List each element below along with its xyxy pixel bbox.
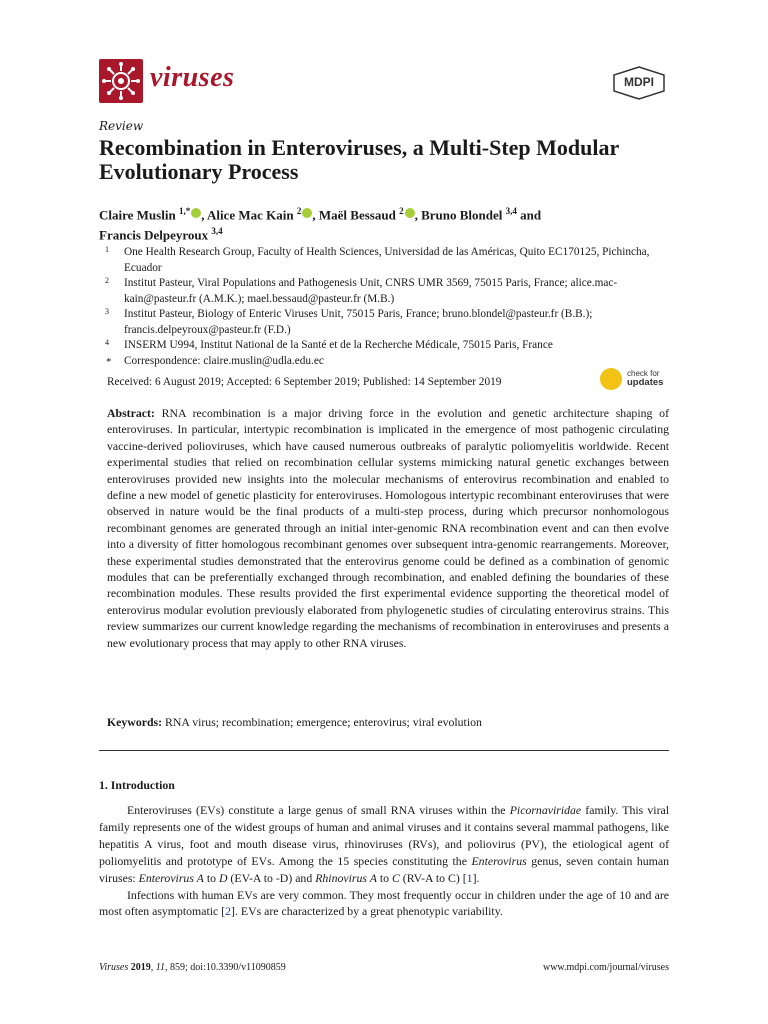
section-heading: 1. Introduction [99,778,175,792]
citation-footer: Viruses 2019, 11, 859; doi:10.3390/v11090859 [99,962,286,973]
reference-link[interactable]: 1 [466,870,473,885]
abstract [107,405,669,651]
journal-logo-icon [99,59,143,103]
body-text [99,802,669,920]
orcid-icon[interactable] [191,208,201,218]
orcid-icon[interactable] [302,208,312,218]
author-name[interactable]: Maël Bessaud [318,207,396,223]
publisher-name: MDPI [624,75,654,89]
author-name[interactable]: Francis Delpeyroux [99,227,209,243]
journal-url[interactable]: www.mdpi.com/journal/viruses [542,962,669,973]
article-title: Recombination in Enteroviruses, a Multi-Step Modular Evolutionary Process [99,135,619,184]
keywords [107,715,669,730]
abstract-label: Abstract: [107,406,155,420]
check-for-updates-button[interactable]: check for updates [600,368,672,392]
publication-dates: Received: 6 August 2019; Accepted: 6 September 2019; Published: 14 September 2019 [107,376,502,388]
reference-link[interactable]: 2 [225,904,232,919]
paragraph: Enteroviruses (EVs) constitute a large genus of small RNA viruses within the Picornaviridae family. This viral family represents one of the widest groups of human and animal viruses and it contains several mammal pathogens, like hepatitis A virus, foot and mouth disease virus, rhinoviruses (RVs), and poliovirus (PV), the etiological agent of poliomyelitis and prototype of EVs. Among the 15 species constituting the Enterovirus genus, seven contain human viruses: Enterovirus A to D (EV-A to -D) and Rhinovirus A to C (RV-A to C) [1]. [99,803,670,885]
orcid-icon[interactable] [405,208,415,218]
paragraph: Infections with human EVs are very common. They most frequently occur in children under the age of 10 and are most often asymptomatic [2]. EVs are characterized by a great phenotypic variability. [99,887,669,919]
journal-name: viruses [150,62,235,93]
keywords-label: Keywords: [107,715,163,729]
author-name[interactable]: Claire Muslin [99,207,176,223]
author-name[interactable]: Bruno Blondel [421,207,503,223]
check-updates-icon [600,368,622,390]
keywords-text: RNA virus; recombination; emergence; enterovirus; viral evolution [165,715,482,729]
article-type: Review [99,119,144,133]
author-name[interactable]: Alice Mac Kain [206,207,294,223]
abstract-text: RNA recombination is a major driving force in the evolution and genetic architecture shaping of enteroviruses. In particular, intertypic recombination is implicated in the emergence of most pathogenic circulating vaccine-derived polioviruses, which have caused numerous outbreaks of paralytic poliomyelitis worldwide. Recent experimental studies that relied on recombination cellular systems mimicking natural genetic exchanges between enteroviruses provided new insights into the molecular mechanisms of enterovirus recombination and enabled to define a new model of genetic plasticity for enteroviruses. Homologous intertypic recombinant enteroviruses that were observed in nature would be the final products of a multi-step process, during which precursor nonhomologous recombinant genomes are generated through an initial inter-genomic RNA recombination event and can then evolve into a diversity of fitter homologous recombinant genomes over subsequent intra-genomic rearrangements. Moreover, these experimental studies demonstrated that the enterovirus genome could be defined as a combination of genomic modules that can be preferentially exchanged through recombination, and enabled defining the boundaries of these recombination modules. These results provided the first experimental evidence supporting the theoretical model of enterovirus modular evolution previously elaborated from phylogenetic studies of circulating enterovirus strains. This review summarizes our current knowledge regarding the mechanisms of recombination in enteroviruses and presents a new evolutionary process that may apply to other RNA viruses. [107,406,669,650]
publisher-logo [612,66,666,100]
author-list: Claire Muslin $^{1,*}$ , Alice Mac Kain $^2$ , Maël Bessaud $^2$ , Bruno Blondel $^{3,4}$ and Francis Delpeyroux $^{3,4}$ [99,206,542,243]
divider [99,750,669,751]
